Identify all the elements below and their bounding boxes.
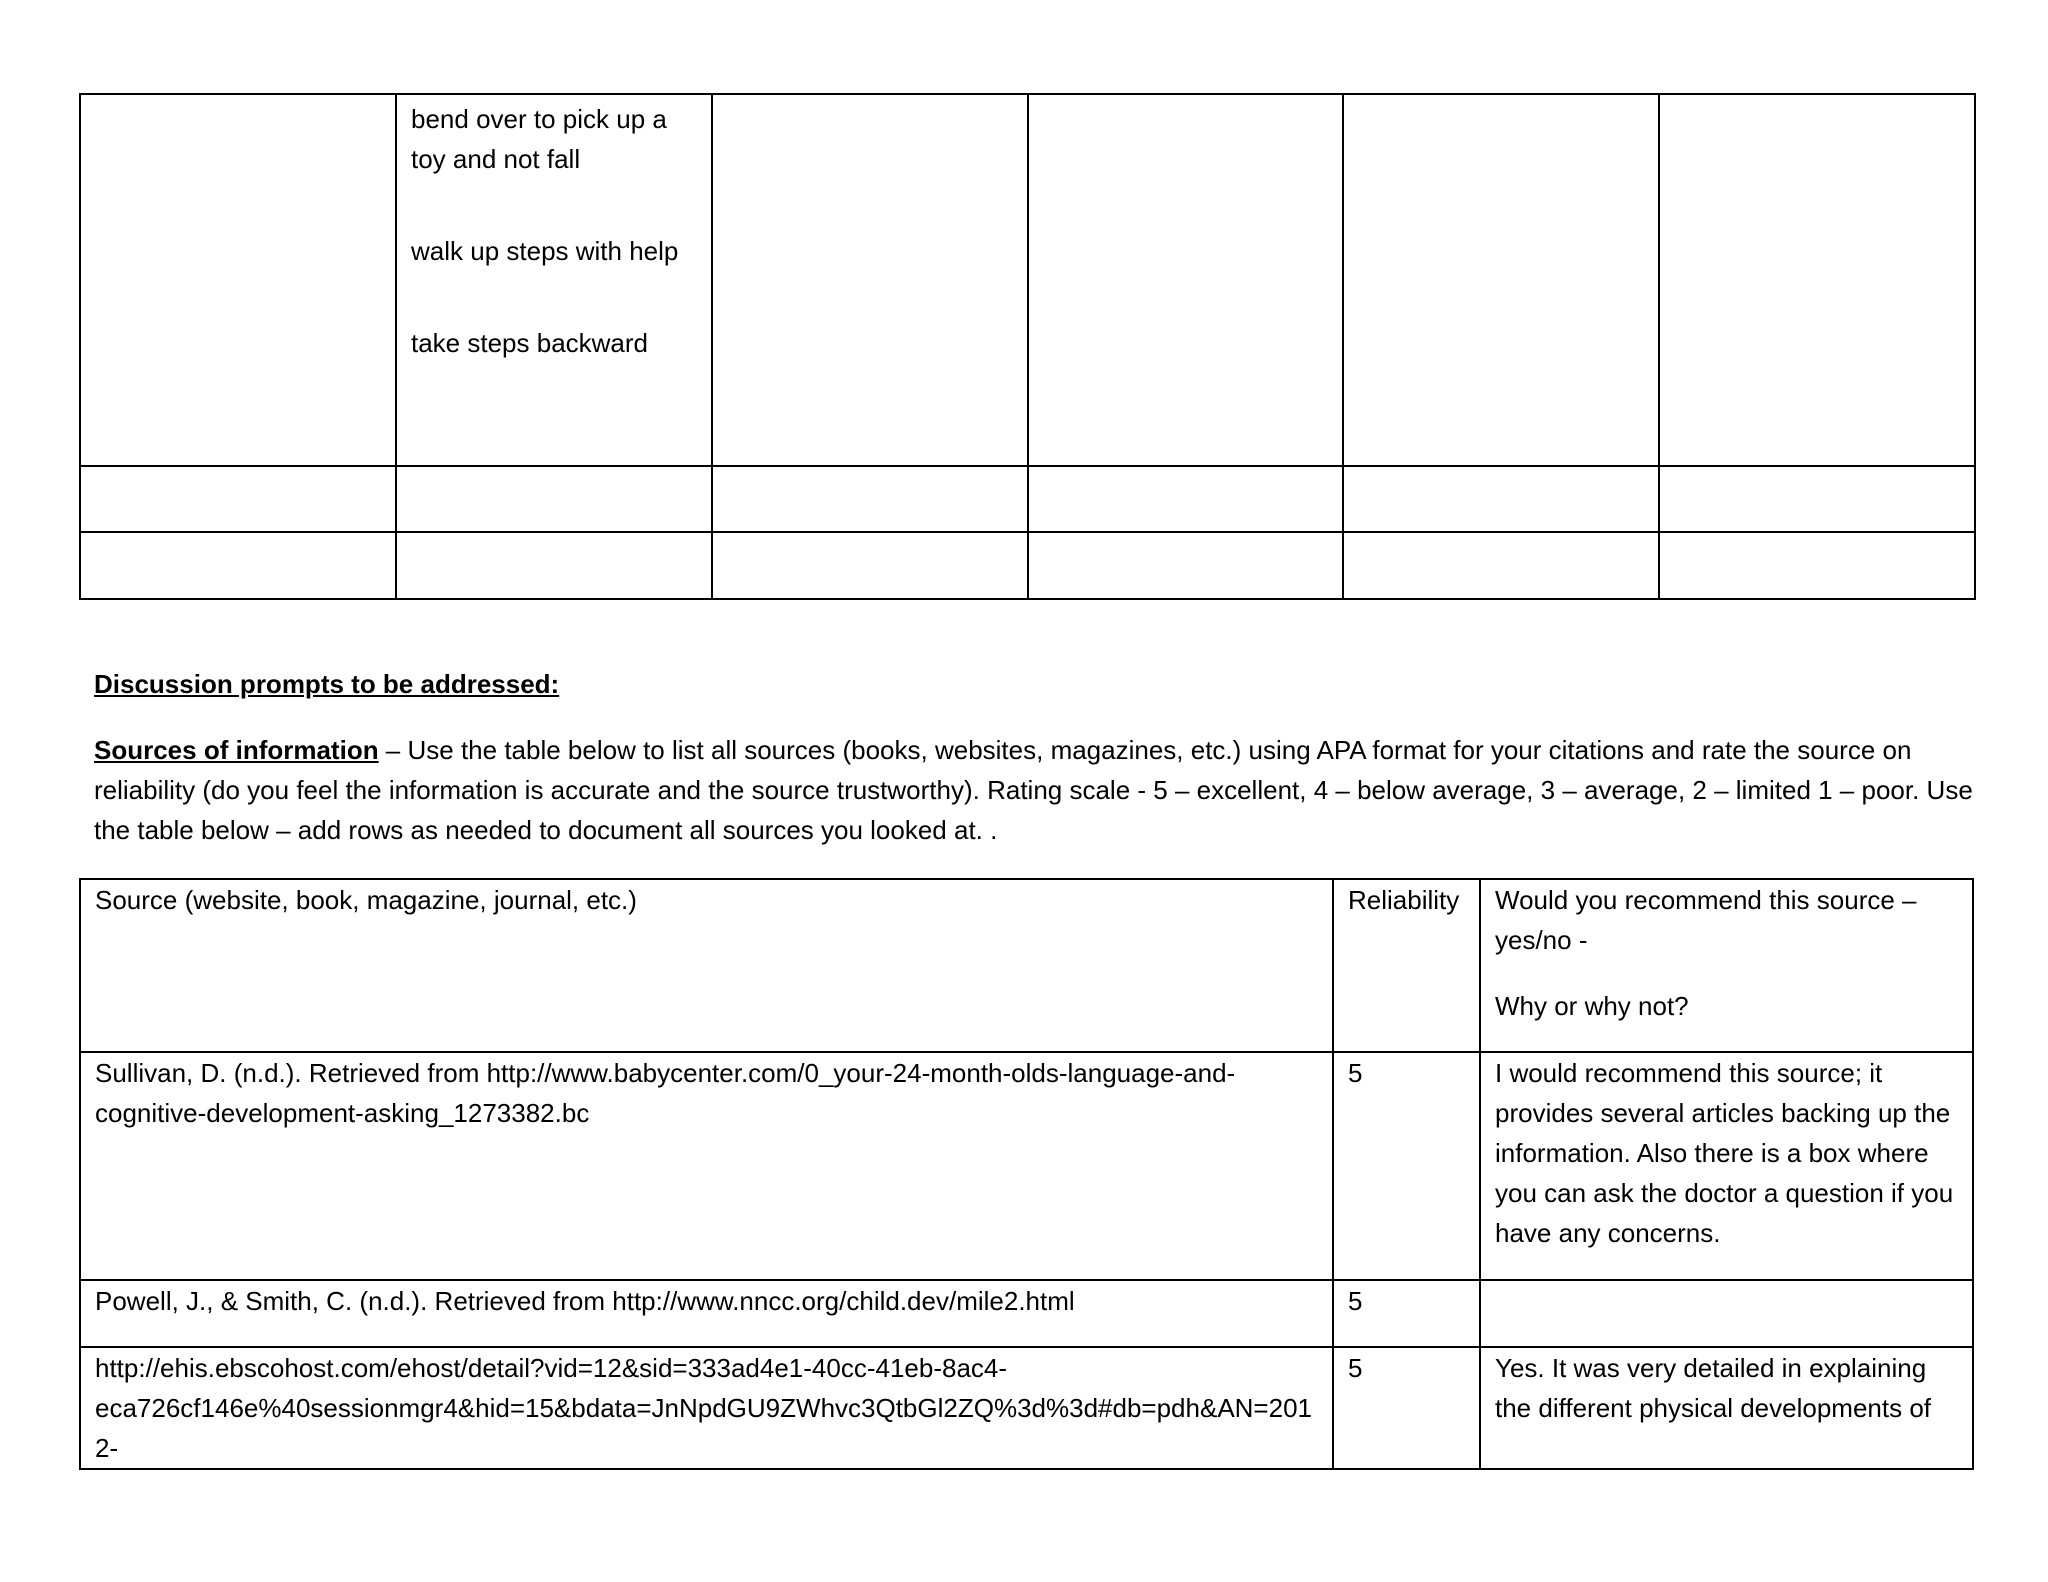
discussion-heading: Discussion prompts to be addressed: xyxy=(94,669,560,699)
table-cell xyxy=(712,466,1028,532)
reliability-cell: 5 xyxy=(1333,1347,1480,1469)
milestones-table-continuation xyxy=(79,93,1976,600)
table-cell xyxy=(1028,94,1343,466)
table-cell xyxy=(1343,466,1659,532)
table-row xyxy=(80,532,1975,599)
recommend-header-line2: Why or why not? xyxy=(1495,991,1689,1021)
source-header: Source (website, book, magazine, journal, etc.) xyxy=(80,879,1333,1052)
table-cell xyxy=(1028,466,1343,532)
table-cell xyxy=(396,466,712,532)
recommend-cell: I would recommend this source; it provides several articles backing up the information. Also there is a box where you can ask the doctor a question if you have any concerns. xyxy=(1480,1052,1973,1280)
table-cell xyxy=(396,94,712,466)
table-cell xyxy=(80,466,396,532)
recommend-header-line1: Would you recommend this source – yes/no - xyxy=(1495,885,1917,955)
milestone-text: toy and not fall xyxy=(411,144,581,174)
reliability-header: Reliability xyxy=(1333,879,1480,1052)
recommend-cell xyxy=(1480,1280,1973,1347)
recommend-cell: Yes. It was very detailed in explaining the different physical developments of xyxy=(1480,1347,1973,1469)
table-row xyxy=(80,1052,1973,1280)
recommend-header xyxy=(1480,879,1973,1052)
table-cell xyxy=(396,532,712,599)
table-cell xyxy=(1659,466,1975,532)
milestone-text: take steps backward xyxy=(411,328,649,358)
sources-instructions xyxy=(94,730,1974,850)
table-cell xyxy=(1659,532,1975,599)
table-cell xyxy=(1343,532,1659,599)
milestone-text: bend over to pick up a xyxy=(411,104,667,134)
source-cell: Powell, J., & Smith, C. (n.d.). Retrieved from http://www.nncc.org/child.dev/mile2.html xyxy=(80,1280,1333,1347)
table-cell xyxy=(1343,94,1659,466)
sources-instructions-text: – Use the table below to list all sources (books, websites, magazines, etc.) using APA format for your citations and rate the source on reliability (do you feel the information is accurate and the source trustworthy). Rating scale - 5 – excellent, 4 – below average, 3 – average, 2 – limited 1 – poor. Use the table below – add rows as needed to document all sources you looked at. . xyxy=(94,735,1973,845)
sources-table xyxy=(79,878,1974,1470)
source-cell: http://ehis.ebscohost.com/ehost/detail?vid=12&sid=333ad4e1-40cc-41eb-8ac4-eca726cf146e%40sessionmgr4&hid=15&bdata=JnNpdGU9ZWhvc3QtbGl2ZQ%3d%3d#db=pdh&AN=2012- xyxy=(80,1347,1333,1469)
table-cell xyxy=(80,532,396,599)
table-cell xyxy=(1659,94,1975,466)
table-cell xyxy=(712,532,1028,599)
reliability-cell: 5 xyxy=(1333,1280,1480,1347)
table-cell xyxy=(80,94,396,466)
source-cell: Sullivan, D. (n.d.). Retrieved from http://www.babycenter.com/0_your-24-month-olds-language-and-cognitive-development-asking_1273382.bc xyxy=(80,1052,1333,1280)
table-row xyxy=(80,1280,1973,1347)
table-row xyxy=(80,466,1975,532)
table-row xyxy=(80,94,1975,466)
milestone-text: walk up steps with help xyxy=(411,236,679,266)
reliability-cell: 5 xyxy=(1333,1052,1480,1280)
table-cell xyxy=(712,94,1028,466)
sources-label: Sources of information xyxy=(94,735,379,765)
table-row xyxy=(80,1347,1973,1469)
table-cell xyxy=(1028,532,1343,599)
table-header-row xyxy=(80,879,1973,1052)
